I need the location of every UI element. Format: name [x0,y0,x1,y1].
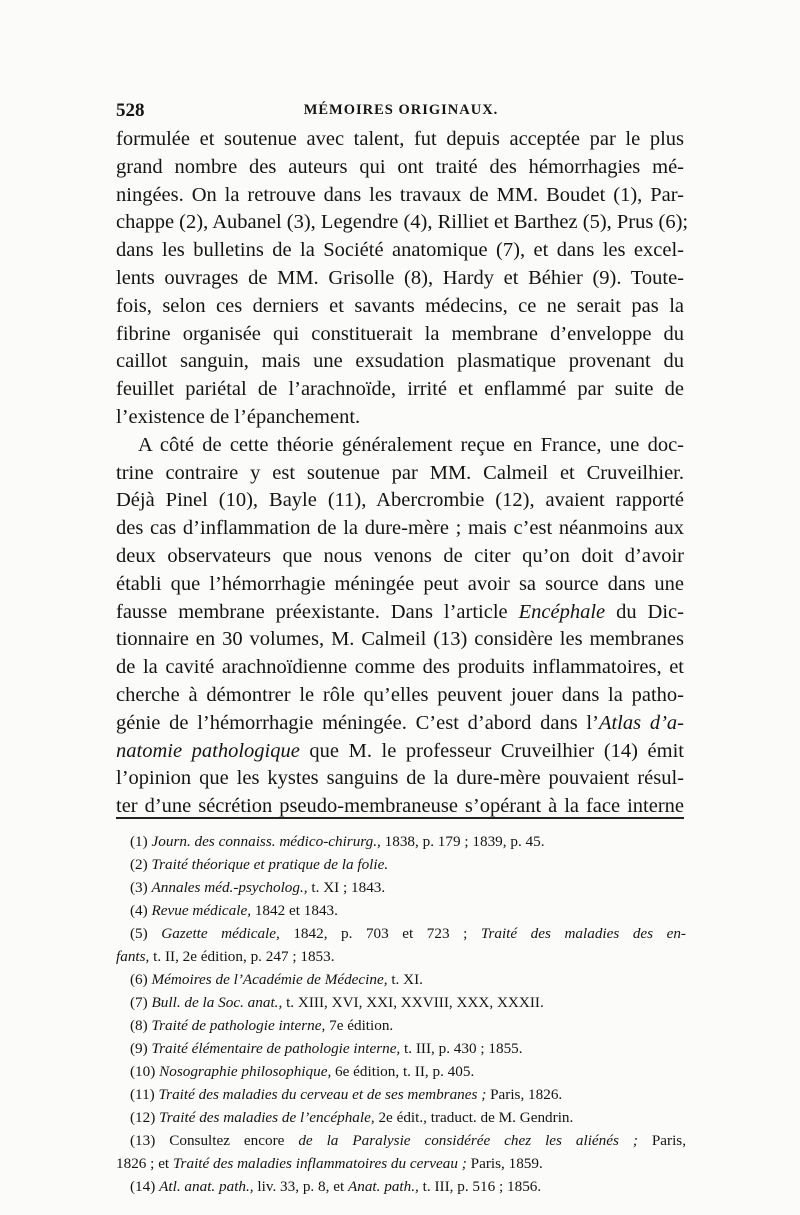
footnote-text: 6e édition, t. II, p. 405. [331,1063,475,1080]
body-line [116,710,684,738]
footnote [116,1106,686,1129]
text-run: du Dic- [605,600,684,623]
footnote-text: 1842 et 1843. [251,902,338,919]
body-line: formulée et soutenue avec talent, fut depuis acceptée par le plus [116,128,684,150]
text-run: que M. le professeur Cruveilhier (14) émit [299,739,684,762]
body-line: deux observateurs que nous venons de citer qu’on doit d’avoir [116,544,684,567]
footnote-text: t. XI ; 1843. [307,879,386,896]
footnote-title: Traité élémentaire de pathologie interne, [151,1040,401,1057]
footnote-title: Traité des maladies des en- [480,925,686,942]
footnote-title: de la Paralysie considérée chez les aliénés ; [298,1132,638,1149]
page-header [116,100,686,124]
italic-title: Encéphale [518,600,606,623]
footnote-title: Atl. anat. path., [159,1178,254,1195]
footnote-text: t. III, p. 430 ; 1855. [400,1040,523,1057]
footnote-title: Mémoires de l’Académie de Médecine, [151,971,388,988]
footnote-title: Traité des maladies inflammatoires du cerveau ; [172,1155,467,1172]
footnote-text: 1826 ; et [116,1155,173,1172]
text-run: fausse membrane préexistante. Dans l’article [116,600,519,623]
page-number: 528 [116,100,145,121]
footnote-text: (6) [130,971,152,988]
body-line: fibrine organisée qui constituerait la membrane d’enveloppe du [116,322,684,345]
body-line: ningées. On la retrouve dans les travaux de MM. Boudet (1), Par- [116,183,684,206]
footnote-text: Paris, 1826. [486,1086,563,1103]
footnote-text: (7) [130,994,152,1011]
body-line: grand nombre des auteurs qui ont traité des hémorrhagies mé- [116,155,684,178]
footnote [116,1083,686,1106]
text-run: génie de l’hémorrhagie méningée. C’est d’abord dans l’ [116,711,599,734]
footnote [116,922,686,945]
footnote [116,991,686,1014]
footnote-text: t. II, 2e édition, p. 247 ; 1853. [149,948,335,965]
footnotes [116,830,686,1198]
italic-title: Atlas d’a- [598,711,685,734]
body-line: ter d’une sécrétion pseudo-membraneuse s’opérant à la face interne [116,795,684,818]
footnote-title: Bull. de la Soc. anat., [151,994,283,1011]
body-line: l’existence de l’épanchement. [116,405,361,428]
footnote-title: Traité des maladies de l’encéphale, [159,1109,375,1126]
footnote-text: Paris, [637,1132,687,1149]
body-line: feuillet pariétal de l’arachnoïde, irrité et enflammé par suite de [116,378,684,401]
body-text [116,126,689,821]
footnote [116,945,686,968]
footnote [116,1014,686,1037]
italic-title: natomie pathologique [116,739,300,762]
body-line: l’opinion que les kystes sanguins de la dure-mère pouvaient résul- [116,767,684,790]
footnote-text: 1838, p. 179 ; 1839, p. 45. [380,833,545,850]
footnote [116,876,686,899]
footnote-title: fants, [116,948,150,965]
footnote-title: Anat. path., [347,1178,419,1195]
running-title: MÉMOIRES ORIGINAUX. [303,102,499,118]
footnote-title: Traité des maladies du cerveau et de ses membranes ; [158,1086,487,1103]
footnote-text: t. XI. [387,971,423,988]
footnote [116,1175,686,1198]
footnote-separator [116,817,684,819]
footnote-text: Paris, 1859. [466,1155,543,1172]
footnote-title: Traité de pathologie interne, [151,1017,326,1034]
footnote-text: (11) [130,1086,159,1103]
footnote-text: (5) [130,925,162,942]
body-line: cherche à démontrer le rôle qu’elles peuvent jouer dans la patho- [116,683,684,706]
footnote [116,853,686,876]
footnote-text: (3) [130,879,152,896]
body-line: A côté de cette théorie généralement reçue en France, une doc- [138,433,684,456]
footnote-title: Revue médicale, [151,902,252,919]
footnote-text: (8) [130,1017,152,1034]
footnote-text: (9) [130,1040,152,1057]
body-line: caillot sanguin, mais une exsudation plasmatique provenant du [116,350,684,373]
body-line: trine contraire y est soutenue par MM. Calmeil et Cruveilhier. [116,461,684,484]
footnote-text: t. III, p. 516 ; 1856. [418,1178,542,1195]
footnote-title: Annales méd.-psycholog., [151,879,308,896]
footnote-text: liv. 33, p. 8, et [253,1178,348,1195]
footnote-text: t. XIII, XVI, XXI, XXVIII, XXX, XXXII. [282,994,544,1011]
footnote-text: (13) Consultez encore [130,1132,299,1149]
footnote-text: (2) [130,856,152,873]
footnote-text: (10) [130,1063,160,1080]
body-line: lents ouvrages de MM. Grisolle (8), Hardy et Béhier (9). Toute- [116,266,684,289]
footnote-title: Gazette médicale, [161,925,280,942]
footnote-text: (12) [130,1109,160,1126]
footnote [116,1037,686,1060]
footnote [116,1129,686,1152]
body-line: établi que l’hémorrhagie méningée peut avoir sa source dans une [116,572,684,595]
footnote-text: 1842, p. 703 et 723 ; [279,925,481,942]
footnote-title: Traité théorique et pratique de la folie. [151,856,389,873]
body-line: tionnaire en 30 volumes, M. Calmeil (13) considère les membranes [116,628,684,651]
body-line: Déjà Pinel (10), Bayle (11), Abercrombie (12), avaient rapporté [116,489,684,512]
footnote-text: 2e édit., traduct. de M. Gendrin. [374,1109,574,1126]
footnote [116,1060,686,1083]
footnote-title: Journ. des connaiss. médico-chirurg., [151,833,381,850]
footnote-text: (4) [130,902,152,919]
footnote [116,830,686,853]
body-line [116,738,684,766]
body-line [116,599,684,627]
footnote-title: Nosographie philosophique, [159,1063,332,1080]
footnote [116,968,686,991]
body-line: fois, selon ces derniers et savants médecins, ce ne serait pas la [116,294,684,317]
footnote [116,1152,686,1175]
body-line: chappe (2), Aubanel (3), Legendre (4), Rilliet et Barthez (5), Prus (6); [116,211,689,234]
footnote [116,899,686,922]
footnote-text: (1) [130,833,152,850]
footnote-text: 7e édition. [325,1017,394,1034]
body-line: de la cavité arachnoïdienne comme des produits inflammatoires, et [116,656,684,679]
body-line: des cas d’inflammation de la dure-mère ; mais c’est néanmoins aux [116,517,684,540]
footnote-text: (14) [130,1178,160,1195]
body-line: dans les bulletins de la Société anatomique (7), et dans les excel- [116,239,684,262]
